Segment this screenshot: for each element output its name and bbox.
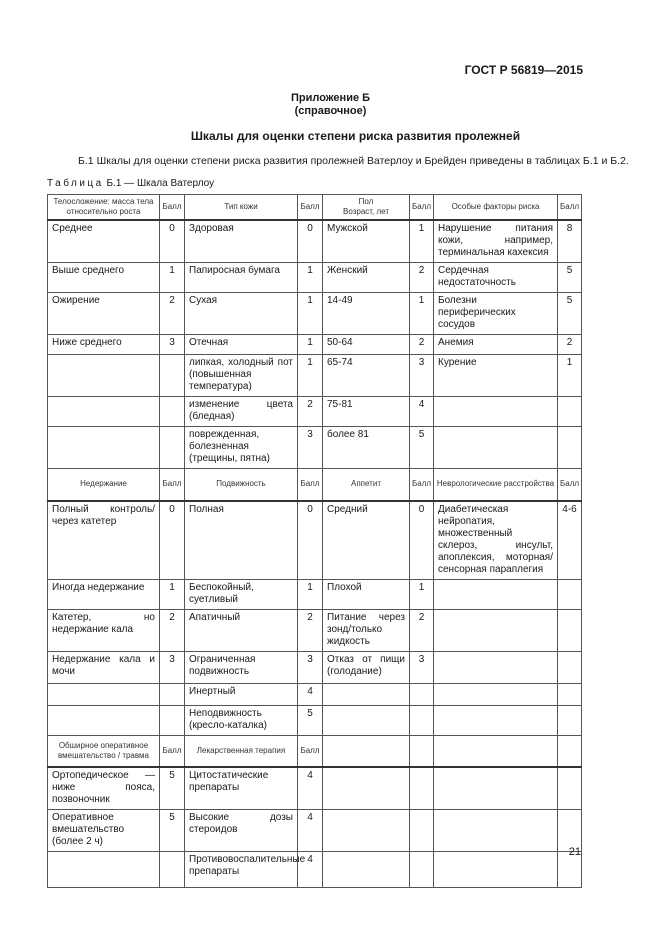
- table-row: [48, 579, 582, 609]
- table-cell: [434, 397, 558, 427]
- table-cell: Средний: [323, 501, 410, 580]
- table-cell: изменение цвета (бледная): [185, 397, 298, 427]
- table-cell: 4: [298, 683, 323, 705]
- header-cell: Телосложение: масса тела относительно роста: [48, 195, 160, 221]
- table-cell: 0: [160, 220, 185, 263]
- table-cell: Ниже среднего: [48, 335, 160, 355]
- standard-number: ГОСТ Р 56819—2015: [464, 63, 583, 77]
- table-cell: более 81: [323, 427, 410, 469]
- table-cell: 0: [298, 220, 323, 263]
- table-cell: 1: [160, 263, 185, 293]
- header-cell: Неврологические расстройства: [434, 469, 558, 501]
- table-cell: Плохой: [323, 579, 410, 609]
- table-cell: Папиросная бумага: [185, 263, 298, 293]
- header-cell: Балл: [298, 195, 323, 221]
- table-cell: [160, 355, 185, 397]
- table-cell: [558, 427, 582, 469]
- table-cell: 2: [410, 335, 434, 355]
- header-cell: Подвижность: [185, 469, 298, 501]
- table-row: [48, 683, 582, 705]
- header-cell: [558, 735, 582, 767]
- table-cell: Женский: [323, 263, 410, 293]
- header-cell: Балл: [160, 469, 185, 501]
- table-cell: [48, 852, 160, 888]
- intro-paragraph: Б.1 Шкалы для оценки степени риска развития пролежней Ватерлоу и Брейден приведены в таблицах Б.1 и Б.2.: [78, 155, 629, 167]
- table-cell: 1: [410, 220, 434, 263]
- table-cell: 4: [298, 852, 323, 888]
- header-line: Пол: [358, 197, 374, 206]
- header-cell: Балл: [558, 195, 582, 221]
- table-cell: Отечная: [185, 335, 298, 355]
- table-cell: Иногда недержание: [48, 579, 160, 609]
- table-row: [48, 293, 582, 335]
- table-cell: 2: [298, 609, 323, 651]
- table-row: [48, 427, 582, 469]
- table-cell: Неподвижность (кресло-каталка): [185, 705, 298, 735]
- table-cell: [410, 767, 434, 810]
- table-cell: 50-64: [323, 335, 410, 355]
- header-cell: [323, 735, 410, 767]
- header-cell: Балл: [410, 469, 434, 501]
- table-cell: 1: [298, 335, 323, 355]
- table-cell: Ортопедическое — ниже пояса, позвоночник: [48, 767, 160, 810]
- table-cell: Анемия: [434, 335, 558, 355]
- header-cell: Недержание: [48, 469, 160, 501]
- table-cell: 2: [160, 609, 185, 651]
- table-cell: Инертный: [185, 683, 298, 705]
- table-caption: [47, 178, 214, 189]
- table-cell: [160, 705, 185, 735]
- waterlow-table: [47, 194, 582, 888]
- table-cell: Нарушение питания кожи, например, терминальная кахексия: [434, 220, 558, 263]
- header-line: Возраст, лет: [343, 207, 389, 216]
- section-title: Шкалы для оценки степени риска развития пролежней: [190, 129, 521, 143]
- table-cell: Курение: [434, 355, 558, 397]
- table-cell: 5: [298, 705, 323, 735]
- table-cell: липкая, холодный пот (повышенная температура): [185, 355, 298, 397]
- header-row-3: [48, 735, 582, 767]
- header-cell: Особые факторы риска: [434, 195, 558, 221]
- table-cell: [410, 683, 434, 705]
- table-cell: [434, 579, 558, 609]
- header-cell: Балл: [298, 469, 323, 501]
- header-cell: Балл: [298, 735, 323, 767]
- table-cell: Диабетическая нейропатия, множественный склероз, инсульт, апоплексия, моторная/сенсорная параплегия: [434, 501, 558, 580]
- table-cell: [434, 705, 558, 735]
- table-cell: 2: [410, 609, 434, 651]
- table-row: [48, 852, 582, 888]
- table-cell: Питание через зонд/только жидкость: [323, 609, 410, 651]
- table-cell: 4: [298, 810, 323, 852]
- table-row: [48, 335, 582, 355]
- table-cell: [160, 683, 185, 705]
- table-cell: 1: [410, 293, 434, 335]
- table-cell: [434, 852, 558, 888]
- table-row: [48, 651, 582, 683]
- table-cell: [434, 683, 558, 705]
- table-cell: 2: [298, 397, 323, 427]
- header-cell: Тип кожи: [185, 195, 298, 221]
- table-cell: [410, 705, 434, 735]
- table-cell: [48, 705, 160, 735]
- table-cell: [558, 579, 582, 609]
- table-cell: Полная: [185, 501, 298, 580]
- table-cell: 1: [298, 579, 323, 609]
- table-cell: 2: [558, 335, 582, 355]
- table-cell: [434, 609, 558, 651]
- header-row-1: [48, 195, 582, 221]
- appendix-subtitle: (справочное): [294, 105, 367, 117]
- table-cell: 4-6: [558, 501, 582, 580]
- caption-text: Б.1 — Шкала Ватерлоу: [103, 178, 215, 189]
- table-cell: 3: [410, 355, 434, 397]
- table-cell: 2: [410, 263, 434, 293]
- table-cell: [558, 609, 582, 651]
- table-cell: Ограниченная подвижность: [185, 651, 298, 683]
- header-cell: Балл: [160, 195, 185, 221]
- table-cell: Оперативное вмешательство (более 2 ч): [48, 810, 160, 852]
- table-cell: 65-74: [323, 355, 410, 397]
- table-cell: 5: [160, 767, 185, 810]
- header-cell: [410, 735, 434, 767]
- table-cell: Болезни периферических сосудов: [434, 293, 558, 335]
- table-cell: Здоровая: [185, 220, 298, 263]
- table-cell: [160, 397, 185, 427]
- table-cell: [558, 767, 582, 810]
- table-cell: 3: [160, 651, 185, 683]
- table-cell: 3: [160, 335, 185, 355]
- header-cell: [434, 735, 558, 767]
- table-cell: Мужской: [323, 220, 410, 263]
- table-cell: [434, 767, 558, 810]
- table-cell: [160, 427, 185, 469]
- table-cell: 1: [558, 355, 582, 397]
- header-cell: Балл: [410, 195, 434, 221]
- table-cell: Среднее: [48, 220, 160, 263]
- table-cell: 14-49: [323, 293, 410, 335]
- table-cell: Отказ от пищи (голодание): [323, 651, 410, 683]
- table-row: [48, 705, 582, 735]
- table-cell: [323, 810, 410, 852]
- table-row: [48, 767, 582, 810]
- table-row: [48, 609, 582, 651]
- table-cell: 4: [410, 397, 434, 427]
- header-cell: [323, 195, 410, 221]
- table-cell: [48, 397, 160, 427]
- table-cell: Катетер, но недержание кала: [48, 609, 160, 651]
- table-cell: [323, 852, 410, 888]
- table-cell: [558, 397, 582, 427]
- caption-label: Таблица: [47, 178, 104, 189]
- table-cell: 8: [558, 220, 582, 263]
- table-cell: 4: [298, 767, 323, 810]
- table-cell: [323, 705, 410, 735]
- table-cell: Цитостатические препараты: [185, 767, 298, 810]
- table-cell: 1: [160, 579, 185, 609]
- page-number: 21: [568, 846, 581, 858]
- table-cell: 1: [298, 293, 323, 335]
- header-cell: Балл: [558, 469, 582, 501]
- table-cell: [434, 427, 558, 469]
- table-cell: Беспокойный, суетливый: [185, 579, 298, 609]
- table-cell: 1: [298, 355, 323, 397]
- table-cell: 1: [410, 579, 434, 609]
- table-cell: [48, 683, 160, 705]
- table-cell: Ожирение: [48, 293, 160, 335]
- table-cell: 5: [558, 263, 582, 293]
- table-cell: [323, 683, 410, 705]
- table-cell: 5: [160, 810, 185, 852]
- table-cell: 75-81: [323, 397, 410, 427]
- table-cell: Апатичный: [185, 609, 298, 651]
- table-cell: [323, 767, 410, 810]
- table-row: [48, 263, 582, 293]
- table-cell: [410, 810, 434, 852]
- table-cell: [558, 651, 582, 683]
- table-cell: Сухая: [185, 293, 298, 335]
- table-cell: [48, 355, 160, 397]
- table-cell: 3: [410, 651, 434, 683]
- table-row: [48, 397, 582, 427]
- table-row: [48, 810, 582, 852]
- table-cell: 3: [298, 427, 323, 469]
- table-cell: Высокие дозы стероидов: [185, 810, 298, 852]
- table-cell: 3: [298, 651, 323, 683]
- table-cell: Противовоспалительные препараты: [185, 852, 298, 888]
- table-cell: 5: [558, 293, 582, 335]
- table-cell: [434, 651, 558, 683]
- table-cell: Выше среднего: [48, 263, 160, 293]
- table-cell: Недержание кала и мочи: [48, 651, 160, 683]
- table-cell: [410, 852, 434, 888]
- header-cell: Обширное оперативное вмешательство / травма: [48, 735, 160, 767]
- table-cell: 0: [410, 501, 434, 580]
- table-cell: 2: [160, 293, 185, 335]
- table-row: [48, 220, 582, 263]
- table-cell: 0: [160, 501, 185, 580]
- table-cell: [558, 683, 582, 705]
- header-cell: Лекарственная терапия: [185, 735, 298, 767]
- table-cell: [48, 427, 160, 469]
- header-cell: Балл: [160, 735, 185, 767]
- table-cell: 1: [298, 263, 323, 293]
- table-cell: поврежденная, болезненная (трещины, пятна): [185, 427, 298, 469]
- table-cell: 0: [298, 501, 323, 580]
- header-row-2: [48, 469, 582, 501]
- table-cell: Сердечная недостаточность: [434, 263, 558, 293]
- table-cell: [558, 705, 582, 735]
- header-cell: Аппетит: [323, 469, 410, 501]
- table-cell: 5: [410, 427, 434, 469]
- table-cell: [160, 852, 185, 888]
- table-cell: [434, 810, 558, 852]
- table-row: [48, 501, 582, 580]
- table-cell: Полный контроль/через катетер: [48, 501, 160, 580]
- appendix-title: Приложение Б: [290, 92, 371, 104]
- appendix-heading: [0, 92, 661, 118]
- table-row: [48, 355, 582, 397]
